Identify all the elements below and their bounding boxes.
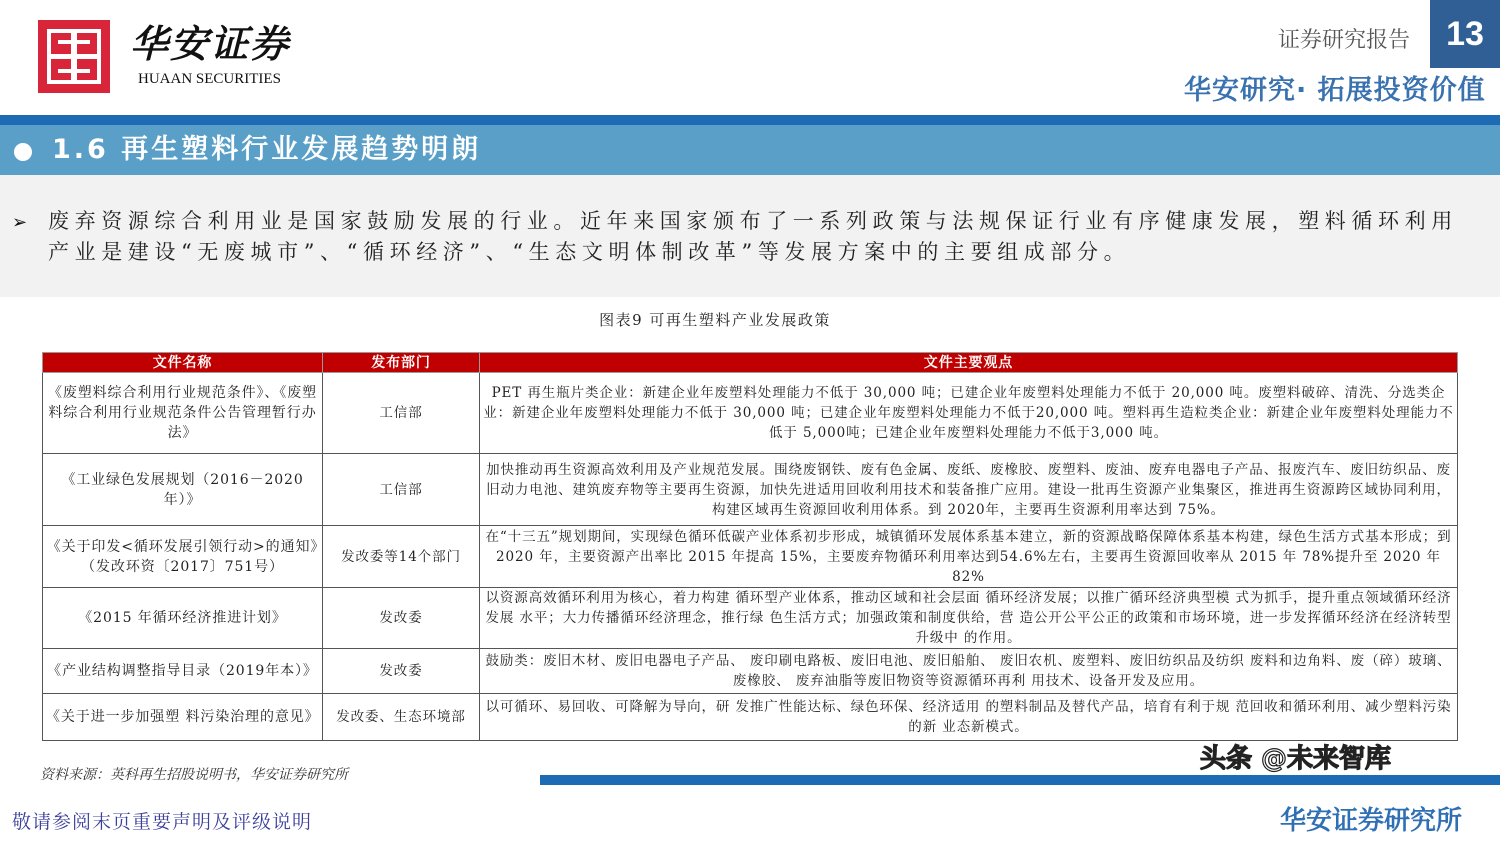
logo-name-en: HUAAN SECURITIES bbox=[138, 71, 281, 87]
column-header-dept: 发布部门 bbox=[323, 353, 480, 373]
logo-name-cn: 华安证券 bbox=[130, 21, 291, 66]
table-row bbox=[43, 373, 1458, 454]
department: 工信部 bbox=[323, 373, 480, 454]
bullet-dot-icon bbox=[14, 143, 32, 161]
report-type: 证券研究报告 bbox=[1278, 28, 1411, 53]
figure-caption: 图表9 可再生塑料产业发展政策 bbox=[599, 311, 831, 329]
footer-brand: 华安证券研究所 bbox=[1280, 806, 1463, 836]
header-divider bbox=[0, 115, 1500, 125]
table-row bbox=[43, 649, 1458, 694]
logo-mark bbox=[38, 20, 110, 93]
department: 发改委等14个部门 bbox=[323, 526, 480, 588]
department: 发改委 bbox=[323, 649, 480, 694]
department: 工信部 bbox=[323, 454, 480, 526]
document-name: 《关于印发<循环发展引领行动>的通知》（发改环资〔2017〕751号） bbox=[43, 526, 323, 588]
table-row bbox=[43, 588, 1458, 649]
key-points: 加快推动再生资源高效利用及产业规范发展。围绕废钢铁、废有色金属、废纸、废橡胶、废塑料、废油、废弃电器电子产品、报废汽车、废旧纺织品、废旧动力电池、建筑废弃物等主要再生资源，加快先进适用回收利用技术和装备推广应用。建设一批再生资源产业集聚区，推进再生资源跨区域协同利用，构建区域再生资源回收利用体系。到 2020年，主要再生资源利用率达到 75%。 bbox=[480, 454, 1458, 526]
section-title: 1.6 再生塑料行业发展趋势明朗 bbox=[52, 134, 482, 165]
key-points: 鼓励类：废旧木材、废旧电器电子产品、 废印刷电路板、废旧电池、废旧船舶、 废旧农机、废塑料、废旧纺织品及纺织 废料和边角料、废（碎）玻璃、废橡胶、 废弃油脂等废旧物资等资源循环再利 用技术、设备开发及应用。 bbox=[480, 649, 1458, 694]
table-row bbox=[43, 694, 1458, 741]
intro-paragraph: 废弃资源综合利用业是国家鼓励发展的行业。近年来国家颁布了一系列政策与法规保证行业有序健康发展，塑料循环利用产业是建设“无废城市”、“循环经济”、“生态文明体制改革”等发展方案中的主要组成部分。 bbox=[48, 209, 1458, 264]
table-row bbox=[43, 526, 1458, 588]
document-name: 《废塑料综合利用行业规范条件》、《废塑料综合利用行业规范条件公告管理暂行办法》 bbox=[43, 373, 323, 454]
document-name: 《关于进一步加强塑 料污染治理的意见》 bbox=[43, 694, 323, 741]
table-header-row bbox=[43, 353, 1458, 373]
department: 发改委、生态环境部 bbox=[323, 694, 480, 741]
document-name: 《产业结构调整指导目录（2019年本）》 bbox=[43, 649, 323, 694]
arrow-bullet-icon: ➢ bbox=[12, 212, 28, 233]
disclaimer-note: 敬请参阅末页重要声明及评级说明 bbox=[12, 811, 313, 833]
policy-table bbox=[42, 352, 1458, 741]
key-points: PET 再生瓶片类企业：新建企业年废塑料处理能力不低于 30,000 吨；已建企业年废塑料处理能力不低于 20,000 吨。废塑料破碎、清洗、分选类企业：新建企业年废塑料处理能力不低于 30,000 吨；已建企业年废塑料处理能力不低于20,000 吨。塑料再生造粒类企业：新建企业年废塑料处理能力不低于 5,000吨；已建企业年废塑料处理能力不低于3,000 吨。 bbox=[480, 373, 1458, 454]
key-points: 以资源高效循环利用为核心，着力构建 循环型产业体系，推动区域和社会层面 循环经济发展；以推广循环经济典型模 式为抓手，提升重点领域循环经济发展 水平；大力传播循环经济理念，推行绿 色生活方式；加强政策和制度供给，营 造公开公平公正的政策和市场环境，进一步发挥循环经济在经济转型升级中 的作用。 bbox=[480, 588, 1458, 649]
slogan: 华安研究· 拓展投资价值 bbox=[1184, 75, 1486, 106]
key-points: 以可循环、易回收、可降解为导向，研 发推广性能达标、绿色环保、经济适用 的塑料制品及替代产品，培育有利于规 范回收和循环利用、减少塑料污染的新 业态新模式。 bbox=[480, 694, 1458, 741]
document-name: 《工业绿色发展规划（2016－2020年）》 bbox=[43, 454, 323, 526]
source-note: 资料来源：英科再生招股说明书，华安证券研究所 bbox=[40, 767, 348, 783]
page-number: 13 bbox=[1430, 0, 1500, 68]
table-row bbox=[43, 454, 1458, 526]
document-name: 《2015 年循环经济推进计划》 bbox=[43, 588, 323, 649]
column-header-points: 文件主要观点 bbox=[480, 353, 1458, 373]
watermark: 头条 @未来智库 bbox=[1200, 744, 1392, 774]
footer-divider bbox=[540, 775, 1500, 785]
department: 发改委 bbox=[323, 588, 480, 649]
key-points: 在“十三五”规划期间，实现绿色循环低碳产业体系初步形成，城镇循环发展体系基本建立，新的资源战略保障体系基本构建，绿色生活方式基本形成；到2020 年，主要资源产出率比 2015 年提高 15%，主要废弃物循环利用率达到54.6%左右，主要再生资源回收率从 2015 年 78%提升至 2020 年 82% bbox=[480, 526, 1458, 588]
column-header-name: 文件名称 bbox=[43, 353, 323, 373]
